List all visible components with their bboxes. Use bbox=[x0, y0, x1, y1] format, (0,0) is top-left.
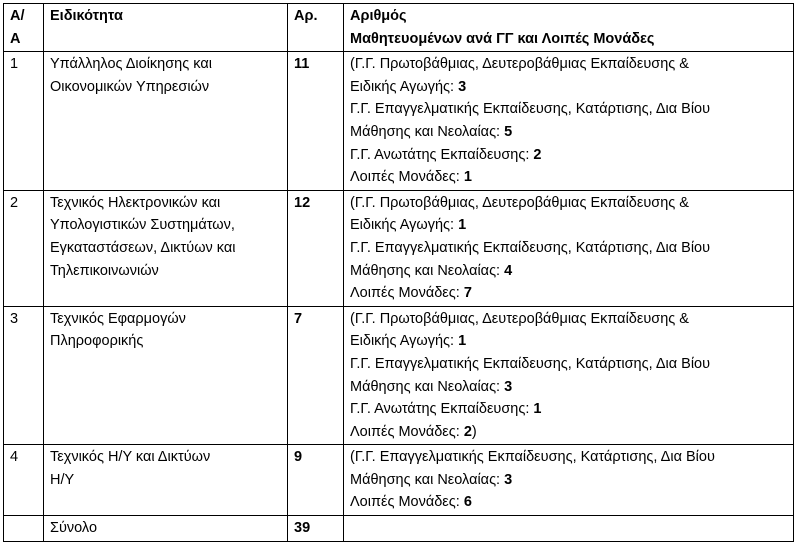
distribution-text: (Γ.Γ. Πρωτοβάθμιας, Δευτεροβάθμιας Εκπαίδευσης & bbox=[350, 310, 689, 327]
distribution-line bbox=[350, 376, 787, 399]
distribution-line bbox=[350, 353, 787, 376]
specialty-cell bbox=[44, 445, 288, 516]
distribution-line bbox=[350, 308, 787, 331]
specialty-line: Τεχνικός Εφαρμογών bbox=[50, 310, 186, 327]
distribution-text: (Γ.Γ. Επαγγελματικής Εκπαίδευσης, Κατάρτισης, Δια Βίου bbox=[350, 449, 715, 466]
specialty-line: Η/Υ bbox=[50, 471, 75, 488]
distribution-value: 1 bbox=[458, 217, 467, 234]
distribution-value: 6 bbox=[463, 494, 472, 511]
count-cell: 9 bbox=[288, 445, 344, 516]
distribution-line bbox=[350, 469, 787, 492]
distribution-text: Λοιπές Μονάδες: bbox=[350, 423, 464, 440]
distribution-text: Γ.Γ. Επαγγελματικής Εκπαίδευσης, Κατάρτισης, Δια Βίου bbox=[350, 239, 711, 256]
distribution-value: 1 bbox=[463, 169, 472, 186]
specialty-line: Οικονομικών Υπηρεσιών bbox=[50, 78, 210, 95]
total-aa-cell bbox=[4, 516, 44, 542]
distribution-line bbox=[350, 76, 787, 99]
distribution-line bbox=[350, 144, 787, 167]
row-number: 1 bbox=[4, 52, 44, 191]
distribution-cell bbox=[344, 306, 794, 445]
header-aa: Α/ Α bbox=[4, 4, 44, 52]
distribution-text: Γ.Γ. Ανωτάτης Εκπαίδευσης: bbox=[350, 146, 534, 163]
header-distribution: Αριθμός Μαθητευομένων ανά ΓΓ και Λοιπές Μονάδες bbox=[344, 4, 794, 52]
specialty-line: Τεχνικός Ηλεκτρονικών και bbox=[50, 194, 221, 211]
distribution-text: Μάθησης και Νεολαίας: bbox=[350, 378, 505, 395]
distribution-value: 1 bbox=[533, 401, 542, 418]
header-count: Αρ. bbox=[288, 4, 344, 52]
distribution-text: Λοιπές Μονάδες: bbox=[350, 169, 464, 186]
distribution-value: 2 bbox=[463, 423, 472, 440]
distribution-cell bbox=[344, 445, 794, 516]
distribution-text: Γ.Γ. Επαγγελματικής Εκπαίδευσης, Κατάρτισης, Δια Βίου bbox=[350, 355, 711, 372]
specialty-line: Υπολογιστικών Συστημάτων, bbox=[50, 217, 235, 234]
header-row bbox=[4, 4, 794, 52]
distribution-value: 3 bbox=[458, 78, 467, 95]
distribution-text: (Γ.Γ. Πρωτοβάθμιας, Δευτεροβάθμιας Εκπαίδευσης & bbox=[350, 194, 689, 211]
distribution-line bbox=[350, 330, 787, 353]
distribution-text: Ειδικής Αγωγής: bbox=[350, 217, 459, 234]
distribution-value: 1 bbox=[458, 333, 467, 350]
total-empty-cell bbox=[344, 516, 794, 542]
total-count: 39 bbox=[288, 516, 344, 542]
table-row bbox=[4, 445, 794, 516]
count-cell: 12 bbox=[288, 190, 344, 306]
distribution-suffix: ) bbox=[471, 423, 477, 440]
distribution-text: Λοιπές Μονάδες: bbox=[350, 494, 464, 511]
distribution-value: 3 bbox=[504, 378, 513, 395]
specialty-cell bbox=[44, 190, 288, 306]
distribution-text: Μάθησης και Νεολαίας: bbox=[350, 123, 505, 140]
distribution-value: 5 bbox=[504, 123, 513, 140]
distribution-line bbox=[350, 166, 787, 189]
distribution-line bbox=[350, 237, 787, 260]
distribution-value: 7 bbox=[463, 285, 472, 302]
distribution-text: Ειδικής Αγωγής: bbox=[350, 78, 459, 95]
distribution-line bbox=[350, 398, 787, 421]
distribution-value: 2 bbox=[533, 146, 542, 163]
table-row bbox=[4, 190, 794, 306]
specialty-cell bbox=[44, 52, 288, 191]
row-number: 4 bbox=[4, 445, 44, 516]
distribution-cell bbox=[344, 52, 794, 191]
specialty-line: Πληροφορικής bbox=[50, 333, 144, 350]
distribution-text: Ειδικής Αγωγής: bbox=[350, 333, 459, 350]
distribution-value: 4 bbox=[504, 262, 513, 279]
distribution-text: Γ.Γ. Επαγγελματικής Εκπαίδευσης, Κατάρτισης, Δια Βίου bbox=[350, 101, 711, 118]
table-body bbox=[4, 52, 794, 516]
distribution-text: Λοιπές Μονάδες: bbox=[350, 285, 464, 302]
count-cell: 7 bbox=[288, 306, 344, 445]
row-number: 3 bbox=[4, 306, 44, 445]
specialty-line: Εγκαταστάσεων, Δικτύων και bbox=[50, 239, 236, 256]
total-row bbox=[4, 516, 794, 542]
specialty-line: Τεχνικός Η/Υ και Δικτύων bbox=[50, 449, 211, 466]
distribution-text: Μάθησης και Νεολαίας: bbox=[350, 471, 505, 488]
distribution-line bbox=[350, 98, 787, 121]
specialty-line: Υπάλληλος Διοίκησης και bbox=[50, 56, 212, 73]
distribution-table bbox=[3, 3, 794, 542]
total-label: Σύνολο bbox=[44, 516, 288, 542]
count-cell: 11 bbox=[288, 52, 344, 191]
distribution-cell bbox=[344, 190, 794, 306]
row-number: 2 bbox=[4, 190, 44, 306]
distribution-line bbox=[350, 491, 787, 514]
distribution-value: 3 bbox=[504, 471, 513, 488]
distribution-line bbox=[350, 192, 787, 215]
distribution-text: Μάθησης και Νεολαίας: bbox=[350, 262, 505, 279]
distribution-line bbox=[350, 53, 787, 76]
distribution-line bbox=[350, 214, 787, 237]
distribution-line bbox=[350, 446, 787, 469]
table-row bbox=[4, 306, 794, 445]
distribution-text: Γ.Γ. Ανωτάτης Εκπαίδευσης: bbox=[350, 401, 534, 418]
header-specialty: Ειδικότητα bbox=[44, 4, 288, 52]
distribution-line bbox=[350, 421, 787, 444]
distribution-text: (Γ.Γ. Πρωτοβάθμιας, Δευτεροβάθμιας Εκπαίδευσης & bbox=[350, 56, 689, 73]
distribution-line bbox=[350, 121, 787, 144]
distribution-line bbox=[350, 260, 787, 283]
distribution-line bbox=[350, 282, 787, 305]
specialty-cell bbox=[44, 306, 288, 445]
specialty-line: Τηλεπικοινωνιών bbox=[50, 262, 159, 279]
table-row bbox=[4, 52, 794, 191]
